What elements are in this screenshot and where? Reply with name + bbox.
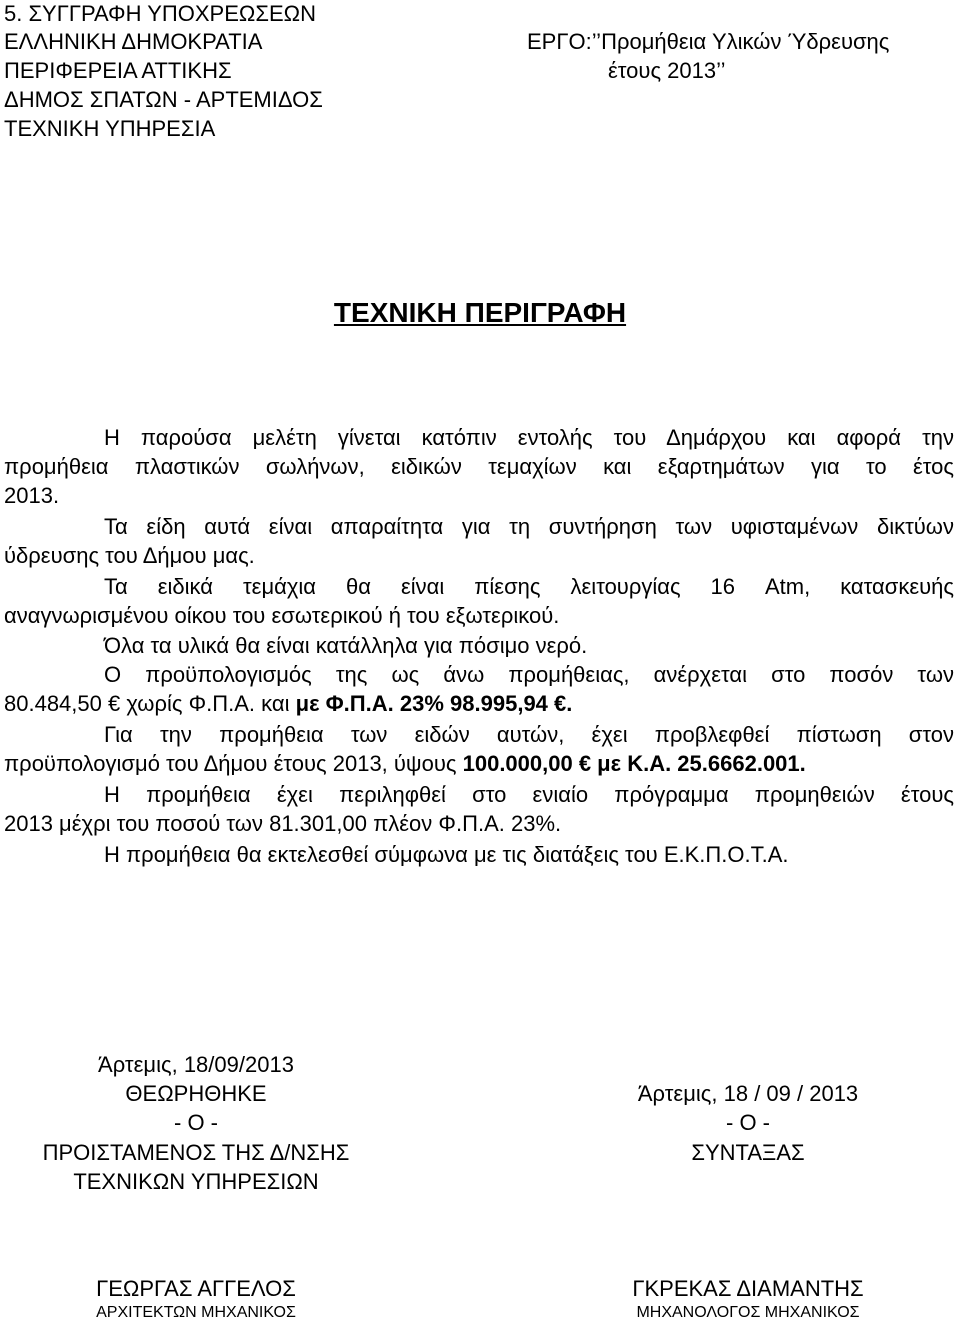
paragraph-6-line-2 xyxy=(4,750,954,778)
sign-left-action: ΘΕΩΡΗΘΗΚΕ xyxy=(125,1081,267,1106)
sign-right-place-date: Άρτεμις, 18 / 09 / 2013 xyxy=(637,1081,859,1106)
sign-left-role-2: ΤΕΧΝΙΚΩΝ ΥΠΗΡΕΣΙΩΝ xyxy=(73,1169,319,1194)
header-department: ΤΕΧΝΙΚΗ ΥΠΗΡΕΣΙΑ xyxy=(4,116,216,141)
paragraph-1-line-1: Η παρούσα μελέτη γίνεται κατόπιν εντολής του Δημάρχου και αφορά την xyxy=(104,425,954,450)
paragraph-2-line-1: Τα είδη αυτά είναι απαραίτητα για τη συντήρηση των υφισταμένων δικτύων xyxy=(104,514,954,539)
paragraph-6-line-1: Για την προμήθεια των ειδών αυτών, έχει προβλεφθεί πίστωση στον xyxy=(104,722,954,747)
paragraph-1-line-2: προμήθεια πλαστικών σωλήνων, ειδικών τεμαχίων και εξαρτημάτων για το έτος xyxy=(4,454,954,479)
budget-net-amount: 80.484,50 € χωρίς Φ.Π.Α. και xyxy=(4,691,296,716)
project-year: έτους 2013’’ xyxy=(608,58,726,83)
paragraph-7-line-1: Η προμήθεια έχει περιληφθεί στο ενιαίο πρόγραμμα προμηθειών έτους xyxy=(104,782,954,807)
document-title: ΤΕΧΝΙΚΗ ΠΕΡΙΓΡΑΦΗ xyxy=(333,297,627,328)
sign-right-role: ΣΥΝΤΑΞΑΣ xyxy=(691,1140,805,1165)
sign-left-name: ΓΕΩΡΓΑΣ ΑΓΓΕΛΟΣ xyxy=(96,1276,296,1301)
header-country: ΕΛΛΗΝΙΚΗ ΔΗΜΟΚΡΑΤΙΑ xyxy=(4,29,263,54)
project-title: ΕΡΓΟ:’’Προμήθεια Υλικών Ύδρευσης xyxy=(527,29,890,54)
credit-text: προϋπολογισμό του Δήμου έτους 2013, ύψους xyxy=(4,751,463,776)
header-section-heading: 5. ΣΥΓΓΡΑΦΗ ΥΠΟΧΡΕΩΣΕΩΝ xyxy=(4,1,316,26)
paragraph-1-line-3: 2013. xyxy=(4,483,60,508)
sign-left-place-date: Άρτεμις, 18/09/2013 xyxy=(98,1052,294,1077)
sign-right-name: ΓΚΡΕΚΑΣ ΔΙΑΜΑΝΤΗΣ xyxy=(632,1276,864,1301)
paragraph-3-line-2: αναγνωρισμένου οίκου του εσωτερικού ή του εξωτερικού. xyxy=(4,603,560,628)
paragraph-4-line-1: Όλα τα υλικά θα είναι κατάλληλα για πόσιμο νερό. xyxy=(104,633,588,658)
paragraph-7-line-2: 2013 μέχρι του ποσού των 81.301,00 πλέον Φ.Π.Α. 23%. xyxy=(4,811,562,836)
sign-left-title: ΑΡΧΙΤΕΚΤΩΝ ΜΗΧΑΝΙΚΟΣ xyxy=(96,1304,296,1321)
paragraph-2-line-2: ύδρευσης του Δήμου μας. xyxy=(4,543,255,568)
paragraph-3-line-1: Τα ειδικά τεμάχια θα είναι πίεσης λειτουργίας 16 Atm, κατασκευής xyxy=(104,574,954,599)
paragraph-5-line-1: Ο προϋπολογισμός της ως άνω προμήθειας, ανέρχεται στο ποσόν των xyxy=(104,662,954,687)
budget-gross-amount: με Φ.Π.Α. 23% 98.995,94 €. xyxy=(295,691,573,716)
header-municipality: ΔΗΜΟΣ ΣΠΑΤΩΝ - ΑΡΤΕΜΙΔΟΣ xyxy=(4,87,323,112)
paragraph-8-line-1: Η προμήθεια θα εκτελεσθεί σύμφωνα με τις διατάξεις του Ε.Κ.Π.Ο.Τ.Α. xyxy=(104,842,789,867)
sign-right-dash: - Ο - xyxy=(726,1110,770,1135)
sign-left-dash: - Ο - xyxy=(174,1110,218,1135)
header-region: ΠΕΡΙΦΕΡΕΙΑ ΑΤΤΙΚΗΣ xyxy=(4,58,232,83)
paragraph-5-line-2 xyxy=(4,690,954,718)
sign-right-title: ΜΗΧΑΝΟΛΟΓΟΣ ΜΗΧΑΝΙΚΟΣ xyxy=(636,1304,860,1321)
credit-amount: 100.000,00 € με Κ.Α. 25.6662.001. xyxy=(462,751,806,776)
sign-left-role-1: ΠΡΟΙΣΤΑΜΕΝΟΣ ΤΗΣ Δ/ΝΣΗΣ xyxy=(42,1140,350,1165)
